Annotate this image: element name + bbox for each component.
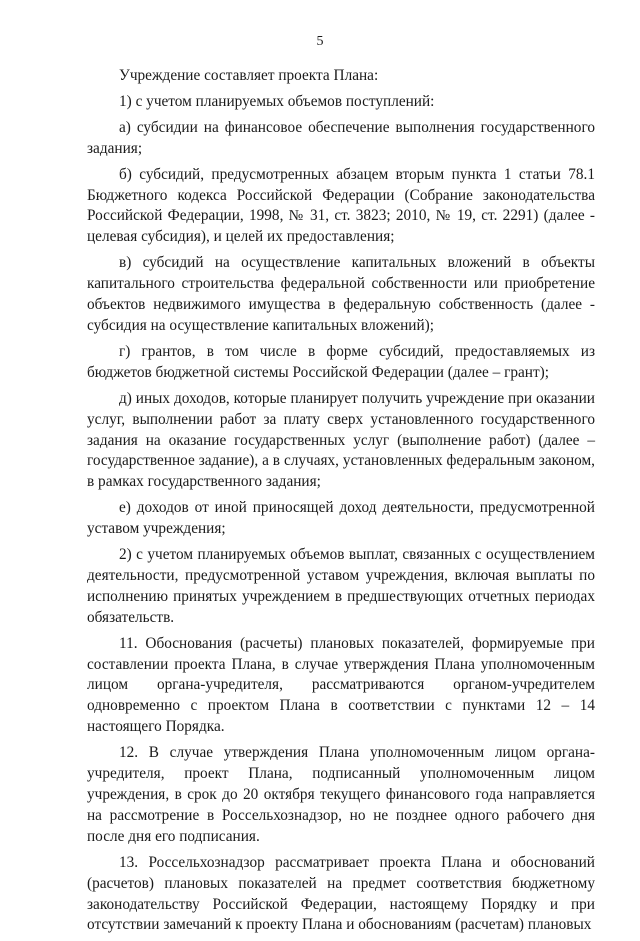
paragraph-item-1e: е) доходов от иной приносящей доход деятельности, предусмотренной уставом учреждения;	[87, 499, 595, 538]
paragraph-item-2: 2) с учетом планируемых объемов выплат, связанных с осуществлением деятельности, предусмотренной уставом учреждения, включая выплаты по исполнению принятых учреждением в предшествующих отчетных периодах обязательств.	[87, 546, 595, 626]
paragraph-section-13: 13. Россельхознадзор рассматривает проекта Плана и обоснований (расчетов) плановых показателей на предмет соответствия бюджетному законодательству Российской Федерации, настоящему Порядку и при отсутствии замечаний к проекту Плана и обоснованиям (расчетам) плановых	[87, 853, 595, 934]
page-number: 5	[316, 34, 324, 49]
paragraph-item-1g: г) грантов, в том числе в форме субсидий, предоставляемых из бюджетов бюджетной системы Российской Федерации (далее – грант);	[87, 342, 595, 381]
paragraph-item-1d: д) иных доходов, которые планирует получить учреждение при оказании услуг, выполнении работ за плату сверх установленного государственного задания на оказание государственных услуг (выполнение работ) (далее – государственное задание), а в случаях, установленных федеральным законом, в рамках государственного задания;	[87, 389, 595, 491]
paragraph-intro: Учреждение составляет проекта Плана:	[119, 67, 379, 84]
paragraph-item-1b: б) субсидий, предусмотренных абзацем вторым пункта 1 статьи 78.1 Бюджетного кодекса Российской Федерации (Собрание законодательства Российской Федерации, 1998, № 31, ст. 3823; 2010, № 19, ст. 2291) (далее - целевая субсидия), и целей их предоставления;	[87, 165, 595, 246]
paragraph-item-1v: в) субсидий на осуществление капитальных вложений в объекты капитального строительства федеральной собственности или приобретение объектов недвижимого имущества в федеральную собственность (далее - субсидия на осуществление капитальных вложений);	[87, 254, 595, 334]
paragraph-item-1: 1) с учетом планируемых объемов поступлений:	[119, 92, 435, 110]
paragraph-section-12: 12. В случае утверждения Плана уполномоченным лицом органа-учредителя, проект Плана, подписанный уполномоченным лицом учреждения, в срок до 20 октября текущего финансового года направляется на рассмотрение в Россельхознадзор, но не позднее одного рабочего дня после дня его подписания.	[87, 744, 595, 845]
document-body	[87, 66, 595, 941]
paragraph-section-11: 11. Обоснования (расчеты) плановых показателей, формируемые при составлении проекта Плана, в случае утверждения Плана уполномоченным лицом органа-учредителя, рассматриваются органом-учредителем одновременно с проектом Плана в соответствии с пунктами 12 – 14 настоящего Порядка.	[87, 634, 595, 736]
paragraph-item-1a: а) субсидии на финансовое обеспечение выполнения государственного задания;	[87, 118, 595, 157]
